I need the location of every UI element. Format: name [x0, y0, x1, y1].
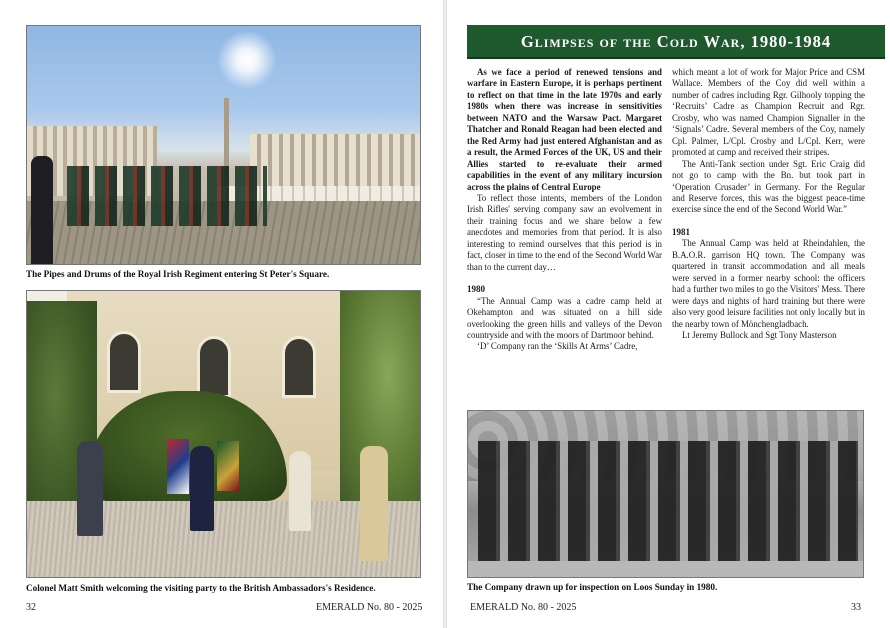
article-paragraph: The Annual Camp was held at Rheindahlen, the B.A.O.R. garrison HQ town. The Company was quartered in transit accommodation and all meals were served in a former nearby school: the officers had a further two miles to go the Visitors' Mess. There were days and nights of hard training but there were also very good leisure facilities not only locally but in the nearby town of Mönchengladbach.	[672, 238, 865, 329]
photo-ground	[468, 561, 864, 578]
article-paragraph: “The Annual Camp was a cadre camp held at Okehampton and was situated on a hill side overlooking the green hills and valleys of the Devon countryside and with the moors of Dartmoor behind.	[467, 295, 662, 340]
footer-publication: EMERALD No. 80 - 2025	[470, 602, 577, 613]
photo-pipe-band	[67, 166, 267, 226]
photo-person	[289, 451, 311, 531]
photo-caption: The Company drawn up for inspection on Loos Sunday in 1980.	[467, 582, 718, 592]
article-title: Glimpses of the Cold War, 1980-1984	[520, 32, 832, 51]
section-heading-1980: 1980	[467, 284, 485, 295]
article-header-band	[467, 25, 885, 59]
photo-caption: The Pipes and Drums of the Royal Irish Regiment entering St Peter's Square.	[26, 269, 330, 279]
photo-flag	[217, 441, 239, 491]
photo-figure	[31, 156, 53, 265]
photo-window	[282, 336, 316, 398]
article-intro: As we face a period of renewed tensions and warfare in Eastern Europe, it is perhaps pertinent to reflect on that time in the late 1970s and early 1980s when there was increase in sensitivities between NATO and the Warsaw Pact. Margaret Thatcher and Ronald Reagan had been elected and the Red Army had just entered Afghanistan and as a result, the Armed Forces of the UK, US and their Allies started to re-evaluate their armed capabilities in the event of any military incursion across the plains of Central Europe	[467, 67, 662, 192]
photo-window	[107, 331, 141, 393]
footer-publication: EMERALD No. 80 - 2025	[316, 602, 423, 613]
article-column-1	[467, 67, 662, 353]
photo-window	[197, 336, 231, 398]
article-paragraph: ‘D’ Company ran the ‘Skills At Arms’ Cadre,	[477, 341, 638, 352]
article-paragraph: Lt Jeremy Bullock and Sgt Tony Masterson	[682, 329, 837, 340]
photo-person	[190, 446, 214, 531]
photo-st-peters-square	[26, 25, 421, 265]
photo-person	[77, 441, 103, 536]
photo-person	[360, 446, 388, 561]
photo-company-inspection	[467, 410, 864, 578]
page-gutter	[443, 0, 447, 628]
article-paragraph: The Anti-Tank section under Sgt. Eric Craig did not go to camp with the Bn. but took part in ‘Operation Crusader’ in Germany. For the Regular and Reserve forces, this was the biggest peace-time exercise since the end of the Second World War.”	[672, 158, 865, 215]
article-column-2	[672, 67, 865, 341]
photo-sun	[217, 30, 277, 90]
photo-flag	[167, 439, 189, 494]
section-heading-1981: 1981	[672, 226, 690, 237]
photo-ambassadors-residence	[26, 290, 421, 578]
article-paragraph: which meant a lot of work for Major Price and CSM Wallace. Members of the Coy did well within a number of cadres including Rgr. Gilhooly topping the ‘Recruits’ Cadre as Champion Recruit and Rgr. Crosby, who was named Champion Signaller in the ‘Signals’ Cadre. Several members of the Coy, namely Cpl. Palmer, L/Cpl. Crosby and L/Cpl. Kerr, were promoted at camp and received their stripes.	[672, 67, 865, 158]
photo-caption: Colonel Matt Smith welcoming the visiting party to the British Ambassadors's Residence.	[26, 583, 376, 593]
page-number: 33	[851, 602, 861, 613]
article-paragraph: To reflect those intents, members of the London Irish Rifles' serving company saw an evolvement in their training focus and we share below a few anecdotes and memories from that period. It is also interesting to remind ourselves that this period is in fact, closer in time to the end of the Second World War than to the current day…	[467, 192, 662, 272]
page-number: 32	[26, 602, 36, 613]
photo-soldiers	[478, 441, 858, 566]
